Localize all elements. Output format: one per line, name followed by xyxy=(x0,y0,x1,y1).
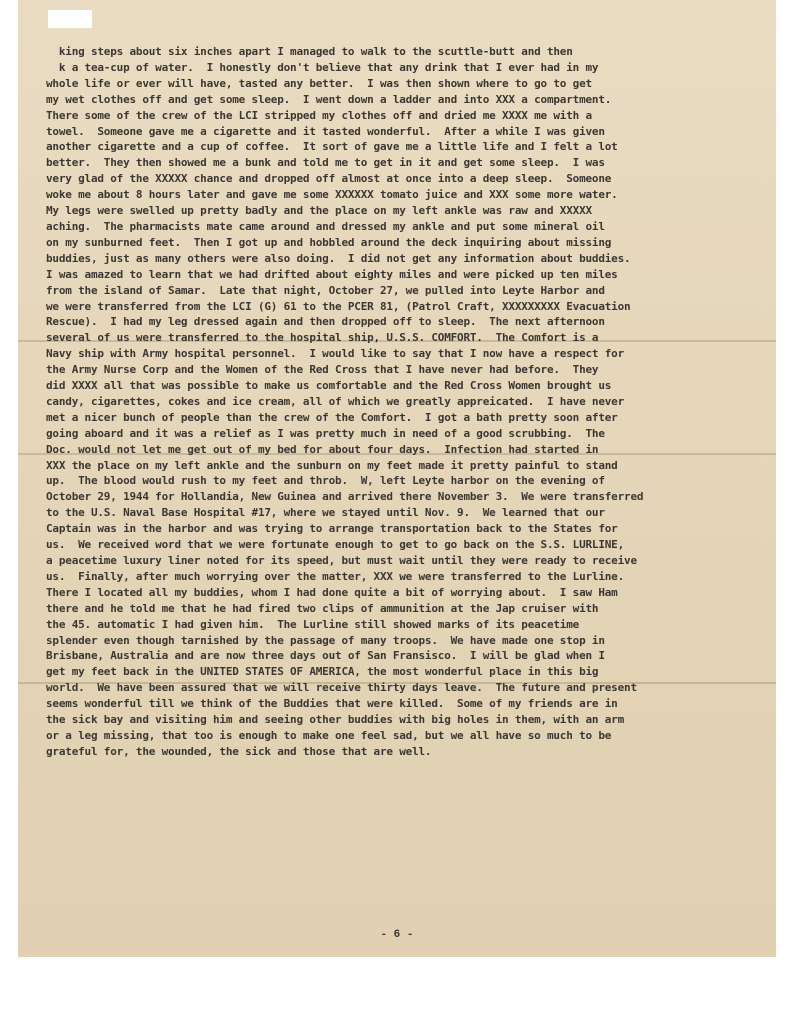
text-line: another cigarette and a cup of coffee. It sort of gave me a little life and I felt a lot xyxy=(46,140,618,154)
text-line: buddies, just as many others were also doing. I did not get any information about buddies. xyxy=(46,251,631,265)
text-line: grateful for, the wounded, the sick and those that are well. xyxy=(46,744,432,758)
text-line: us. We received word that we were fortunate enough to get to go back on the S.S. LURLINE, xyxy=(46,538,625,552)
text-line: on my sunburned feet. Then I got up and hobbled around the deck inquiring about missing xyxy=(46,235,612,249)
text-line: get my feet back in the UNITED STATES OF AMERICA, the most wonderful place in this big xyxy=(46,665,599,679)
page-number: - 6 - xyxy=(380,929,414,941)
text-line: My legs were swelled up pretty badly and the place on my left ankle was raw and XXXXX xyxy=(46,204,592,218)
text-line: going aboard and it was a relief as I was pretty much in need of a good scrubbing. The xyxy=(46,426,605,440)
text-line: up. The blood would rush to my feet and throb. W, left Leyte harbor on the evening of xyxy=(46,474,605,488)
text-line: several of us were transferred to the hospital ship, U.S.S. COMFORT. The Comfort is a xyxy=(46,331,599,345)
text-line: October 29, 1944 for Hollandia, New Guinea and arrived there November 3. We were transferred xyxy=(46,490,644,504)
text-line: a peacetime luxury liner noted for its speed, but must wait until they were ready to receive xyxy=(46,554,637,567)
text-line: Doc. would not let me get out of my bed for about four days. Infection had started in xyxy=(46,442,599,456)
text-line: whole life or ever will have, tasted any better. I was then shown where to go to get xyxy=(46,76,592,90)
white-tape-patch xyxy=(48,10,92,28)
text-line: the sick bay and visiting him and seeing other buddies with big holes in them, with an arm xyxy=(46,713,625,727)
text-line: there and he told me that he had fired two clips of ammunition at the Jap cruiser with xyxy=(46,601,599,615)
text-line: from the island of Samar. Late that night, October 27, we pulled into Leyte Harbor and xyxy=(46,283,605,297)
text-line: I was amazed to learn that we had drifted about eighty miles and were picked up ten miles xyxy=(46,267,618,281)
text-line: world. We have been assured that we will receive thirty days leave. The future and present xyxy=(46,681,637,695)
text-line: There some of the crew of the LCI stripped my clothes off and dried me XXXX me with a xyxy=(46,108,592,122)
text-line: we were transferred from the LCI (G) 61 to the PCER 81, (Patrol Craft, XXXXXXXXX Evacuation xyxy=(46,299,631,313)
text-line: my wet clothes off and get some sleep. I went down a ladder and into XXX a compartment. xyxy=(46,92,612,106)
text-line: splender even though tarnished by the passage of many troops. We have made one stop in xyxy=(46,633,605,647)
text-line: Brisbane, Australia and are now three days out of San Fransisco. I will be glad when I xyxy=(46,649,605,663)
text-line: aching. The pharmacists mate came around and dressed my ankle and put some mineral oil xyxy=(46,219,605,233)
typed-letter-body xyxy=(46,44,758,760)
text-line: king steps about six inches apart I managed to walk to the scuttle-butt and then xyxy=(46,45,573,58)
text-line: candy, cigarettes, cokes and ice cream, all of which we greatly appreicated. I have never xyxy=(46,394,625,408)
text-line: the Army Nurse Corp and the Women of the Red Cross that I have never had before. They xyxy=(46,363,599,377)
text-line: the 45. automatic I had given him. The Lurline still showed marks of its peacetime xyxy=(46,617,580,631)
text-line: seems wonderful till we think of the Buddies that were killed. Some of my friends are in xyxy=(46,697,618,711)
text-line: woke me about 8 hours later and gave me some XXXXXX tomato juice and XXX some more water. xyxy=(46,188,618,202)
text-line: better. They then showed me a bunk and told me to get in it and get some sleep. I was xyxy=(46,156,605,170)
text-line: very glad of the XXXXX chance and dropped off almost at once into a deep sleep. Someone xyxy=(46,172,612,186)
text-line: Navy ship with Army hospital personnel. I would like to say that I now have a respect for xyxy=(46,347,625,361)
text-line: There I located all my buddies, whom I had done quite a bit of worrying about. I saw Ham xyxy=(46,585,618,599)
text-line: k a tea-cup of water. I honestly don't believe that any drink that I ever had in my xyxy=(46,60,599,74)
paper-sheet xyxy=(18,0,776,957)
text-line: Captain was in the harbor and was trying to arrange transportation back to the States for xyxy=(46,522,618,536)
text-line: us. Finally, after much worrying over the matter, XXX we were transferred to the Lurline. xyxy=(46,569,625,583)
text-line: towel. Someone gave me a cigarette and it tasted wonderful. After a while I was given xyxy=(46,124,605,138)
text-line: met a nicer bunch of people than the crew of the Comfort. I got a bath pretty soon after xyxy=(46,410,618,424)
text-line: did XXXX all that was possible to make us comfortable and the Red Cross Women brought us xyxy=(46,379,612,393)
text-line: XXX the place on my left ankle and the sunburn on my feet made it pretty painful to stand xyxy=(46,458,618,472)
text-line: Rescue). I had my leg dressed again and then dropped off to sleep. The next afternoon xyxy=(46,315,605,329)
text-line: or a leg missing, that too is enough to make one feel sad, but we all have so much to be xyxy=(46,728,612,742)
text-line: to the U.S. Naval Base Hospital #17, where we stayed until Nov. 9. We learned that our xyxy=(46,506,605,520)
